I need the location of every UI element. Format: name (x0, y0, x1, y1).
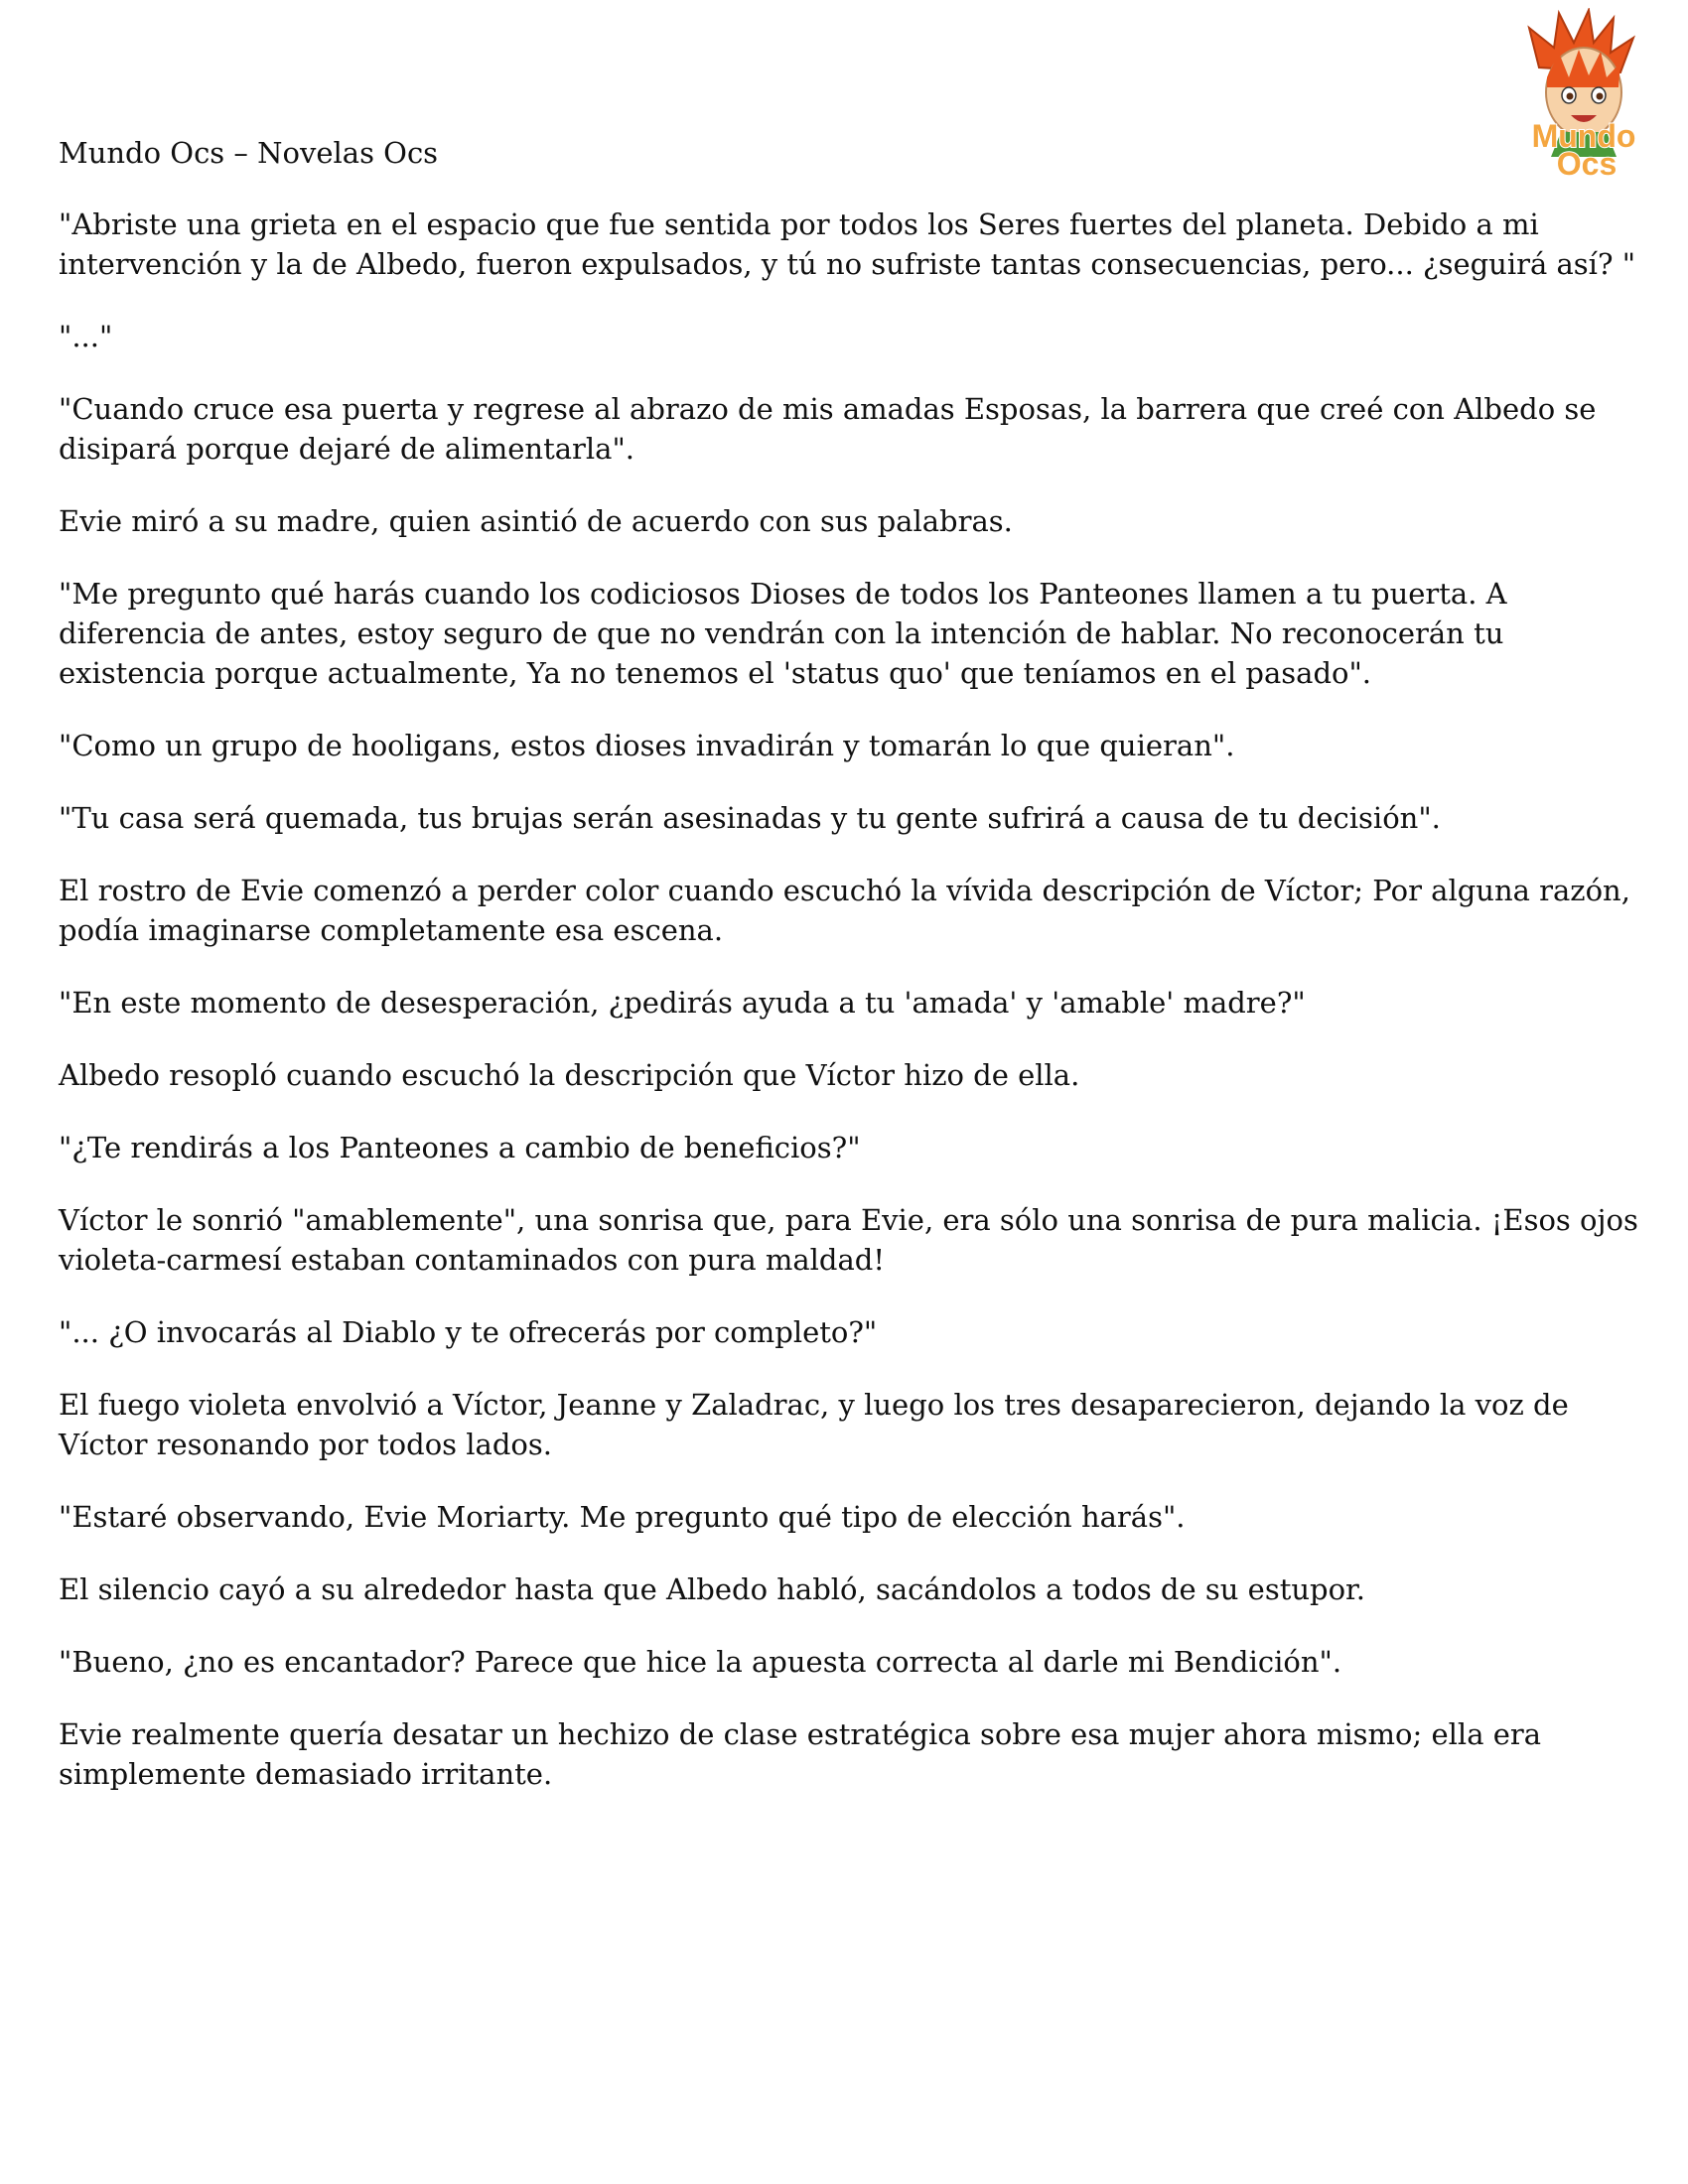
paragraph: "Abriste una grieta en el espacio que fue sentida por todos los Seres fuertes del planeta. Debido a mi intervención y la de Albedo, fueron expulsados, y tú no sufriste tantas consecuencias, pero... ¿seguirá así? " (59, 207, 1636, 281)
paragraph: Evie realmente quería desatar un hechizo de clase estratégica sobre esa mujer ahora mismo; ella era simplemente demasiado irritante. (59, 1717, 1542, 1791)
mundo-ocs-logo-icon (1499, 8, 1668, 187)
body-text (59, 205, 1647, 1827)
paragraph: "Me pregunto qué harás cuando los codiciosos Dioses de todos los Panteones llamen a tu puerta. A diferencia de antes, estoy seguro de que no vendrán con la intención de hablar. No reconocerán tu existencia porque actualmente, Ya no tenemos el 'status quo' que teníamos en el pasado". (59, 577, 1507, 690)
paragraph: El fuego violeta envolvió a Víctor, Jeanne y Zaladrac, y luego los tres desaparecieron, dejando la voz de Víctor resonando por todos lados. (59, 1388, 1569, 1461)
paragraph: Evie miró a su madre, quien asintió de acuerdo con sus palabras. (59, 504, 1013, 538)
paragraph: "Estaré observando, Evie Moriarty. Me pregunto qué tipo de elección harás". (59, 1500, 1186, 1534)
paragraph: Albedo resopló cuando escuchó la descripción que Víctor hizo de ella. (59, 1058, 1080, 1092)
paragraph: "Bueno, ¿no es encantador? Parece que hice la apuesta correcta al darle mi Bendición". (59, 1645, 1342, 1679)
paragraph: "En este momento de desesperación, ¿pedirás ayuda a tu 'amada' y 'amable' madre?" (59, 986, 1306, 1020)
paragraph: El rostro de Evie comenzó a perder color cuando escuchó la vívida descripción de Víctor; Por alguna razón, podía imaginarse completamente esa escena. (59, 874, 1630, 947)
paragraph: "Tu casa será quemada, tus brujas serán asesinadas y tu gente sufrirá a causa de tu decisión". (59, 801, 1441, 835)
mundo-ocs-logo (1499, 8, 1668, 187)
logo-text-top: Mundo (1531, 118, 1636, 154)
paragraph: "... ¿O invocarás al Diablo y te ofrecerás por completo?" (59, 1315, 878, 1349)
paragraph: "..." (59, 320, 113, 353)
page-header-title: Mundo Ocs – Novelas Ocs (59, 136, 439, 170)
paragraph: "¿Te rendirás a los Panteones a cambio de beneficios?" (59, 1131, 861, 1164)
paragraph: "Cuando cruce esa puerta y regrese al abrazo de mis amadas Esposas, la barrera que creé con Albedo se disipará porque dejaré de alimentarla". (59, 392, 1597, 466)
paragraph: "Como un grupo de hooligans, estos dioses invadirán y tomarán lo que quieran". (59, 729, 1235, 762)
paragraph: Víctor le sonrió "amablemente", una sonrisa que, para Evie, era sólo una sonrisa de pura malicia. ¡Esos ojos violeta-carmesí estaban contaminados con pura maldad! (59, 1203, 1638, 1277)
logo-text-bottom: Ocs (1556, 146, 1618, 182)
paragraph: El silencio cayó a su alrededor hasta que Albedo habló, sacándolos a todos de su estupor. (59, 1572, 1365, 1606)
